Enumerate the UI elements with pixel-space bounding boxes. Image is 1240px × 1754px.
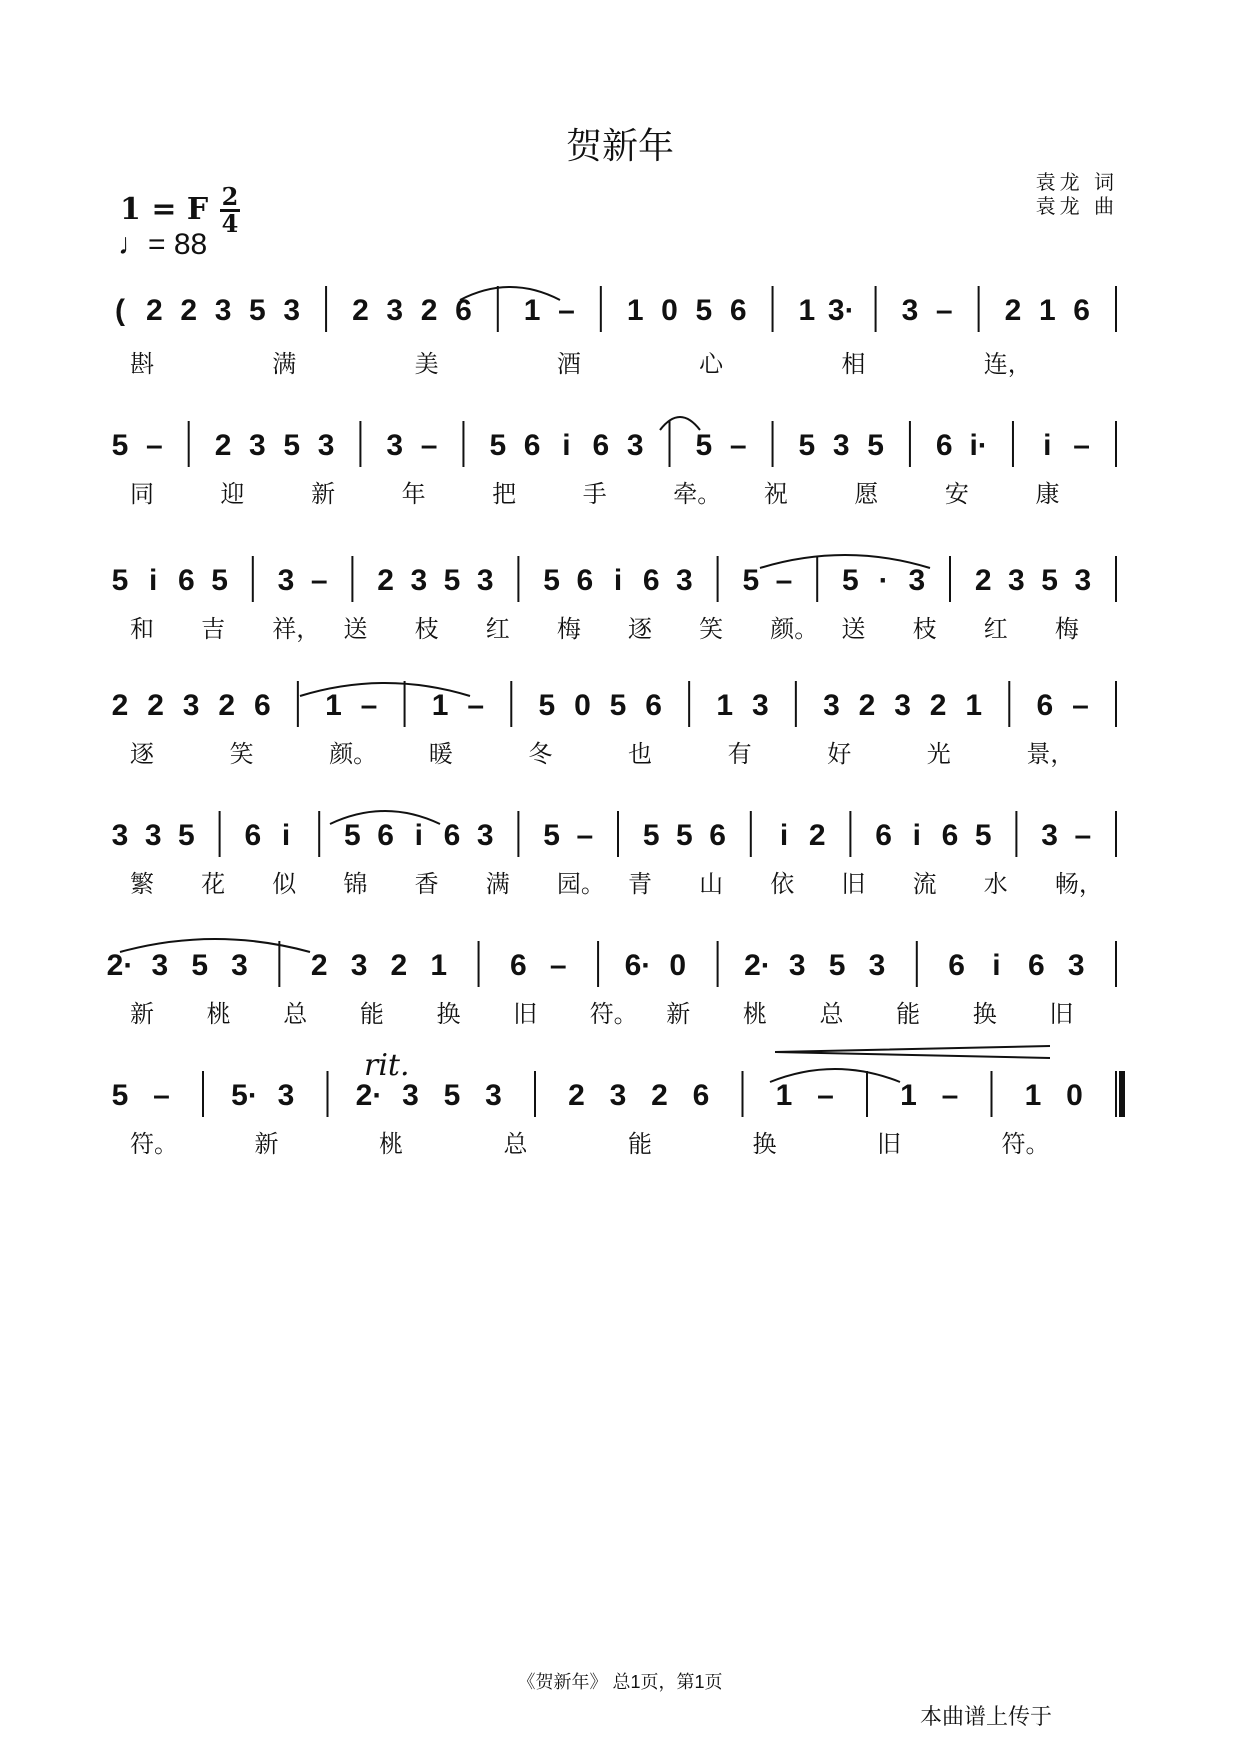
note: 3 xyxy=(350,949,368,982)
note: 5 xyxy=(111,1079,129,1112)
lyric: 能 xyxy=(896,1000,921,1028)
lyric: 梅 xyxy=(556,615,581,643)
note: 2 xyxy=(214,429,232,462)
lyric: 青 xyxy=(628,870,652,898)
note: – xyxy=(549,949,567,982)
lyric: 桃 xyxy=(206,1000,231,1028)
note: i xyxy=(281,819,291,852)
note: 6 xyxy=(178,564,195,597)
lyric: 能 xyxy=(359,1000,384,1028)
lyric: 连， xyxy=(983,350,1032,378)
note: 5 xyxy=(344,819,361,852)
note: 3 xyxy=(283,294,301,327)
note: – xyxy=(935,294,953,327)
note: 3 xyxy=(182,689,200,722)
note: 2 xyxy=(929,689,947,722)
note: i xyxy=(912,819,921,852)
lyric: 有 xyxy=(727,740,752,768)
note: 2 xyxy=(180,294,198,327)
note: 3 xyxy=(901,294,919,327)
note: 6 xyxy=(523,429,541,462)
lyric: 新 xyxy=(311,480,336,508)
note: 6· xyxy=(624,949,652,982)
note: 5 xyxy=(676,819,693,852)
lyric: 迎 xyxy=(220,480,245,508)
lyric: 冬 xyxy=(528,740,553,768)
note: – xyxy=(1074,819,1092,852)
lyric: 康 xyxy=(1035,480,1060,508)
lyric: 祥， xyxy=(272,615,321,643)
note: 3 xyxy=(277,564,295,597)
note: – xyxy=(558,294,575,327)
lyric: 愿 xyxy=(854,480,879,508)
note: 6 xyxy=(645,689,662,722)
note: 6 xyxy=(948,949,965,982)
note: 5 xyxy=(1041,564,1058,597)
lyric: 畅， xyxy=(1054,870,1103,898)
lyric: 梅 xyxy=(1054,615,1079,643)
lyric: 送 xyxy=(343,615,368,643)
note: 6 xyxy=(576,564,594,597)
note: 3 xyxy=(476,564,494,597)
note: i xyxy=(1043,429,1052,462)
note: – xyxy=(310,564,328,597)
note: 2 xyxy=(310,949,328,982)
lyric: 祝 xyxy=(763,480,788,508)
lyric: 新 xyxy=(130,1000,154,1028)
note: 3 xyxy=(249,429,266,462)
note: – xyxy=(817,1079,834,1112)
note: – xyxy=(153,1079,170,1112)
note: 1 xyxy=(900,1079,917,1112)
lyric: 手 xyxy=(582,480,607,508)
note: 3 xyxy=(788,949,806,982)
quarter-note-icon: ♩ xyxy=(118,228,148,261)
lyric: 送 xyxy=(841,615,866,643)
slur xyxy=(460,287,560,300)
note: 5 xyxy=(178,819,195,852)
note: 3 xyxy=(751,689,769,722)
note: 5 xyxy=(443,564,461,597)
note: 2 xyxy=(420,294,438,327)
note: 2 xyxy=(377,564,394,597)
lyric: 美 xyxy=(414,350,439,378)
note: 1 xyxy=(523,294,541,327)
note: 3 xyxy=(214,294,232,327)
note: 3 xyxy=(231,949,248,982)
lyric: 总 xyxy=(819,1000,844,1028)
lyric: 逐 xyxy=(130,740,154,768)
lyric: 同 xyxy=(130,480,154,508)
lyric: 吉 xyxy=(201,615,226,643)
note: 1 xyxy=(430,949,448,982)
rit-marking: rit. xyxy=(364,1048,410,1083)
note: – xyxy=(775,564,793,597)
note: 3 xyxy=(277,1079,295,1112)
lyric: 桃 xyxy=(742,1000,767,1028)
note: 1 xyxy=(1038,294,1056,327)
note: 3 xyxy=(868,949,886,982)
note: 3 xyxy=(1067,949,1085,982)
lyric: 红 xyxy=(485,615,510,643)
lyric: 新 xyxy=(666,1000,691,1028)
note: 6 xyxy=(1073,294,1090,327)
lyric: 枝 xyxy=(414,615,439,643)
note: 3· xyxy=(827,294,855,327)
lyric: 符。 xyxy=(1001,1130,1050,1158)
lyric: 能 xyxy=(628,1130,652,1158)
lyric: 山 xyxy=(699,870,724,898)
key-signature: 1 = F xyxy=(120,192,209,227)
note: 2· xyxy=(744,949,771,982)
note: – xyxy=(576,819,594,852)
lyric: 枝 xyxy=(912,615,937,643)
note: i xyxy=(414,819,423,852)
note: 2 xyxy=(352,294,369,327)
note: 1 xyxy=(1024,1079,1042,1112)
lyric: 锦 xyxy=(343,870,368,898)
time-top: 2 xyxy=(221,182,239,211)
note: 1 xyxy=(626,294,644,327)
note: 6 xyxy=(709,819,726,852)
lyric: 年 xyxy=(401,480,426,508)
note: – xyxy=(729,429,747,462)
note: – xyxy=(1072,689,1089,722)
note: 2· xyxy=(106,949,134,982)
note: 0 xyxy=(1066,1079,1083,1112)
note: 6 xyxy=(455,294,472,327)
lyric: 符。 xyxy=(589,1000,638,1028)
lyric: 景， xyxy=(1026,740,1075,768)
note: 6 xyxy=(377,819,394,852)
note: 5 xyxy=(443,1079,461,1112)
note: 6 xyxy=(443,819,461,852)
note: 5 xyxy=(111,564,129,597)
note: 6 xyxy=(642,564,660,597)
note: 6 xyxy=(935,429,953,462)
note: 2 xyxy=(568,1079,585,1112)
note: 5 xyxy=(543,564,560,597)
note: 5 xyxy=(974,819,992,852)
decrescendo-hairpin xyxy=(775,1046,1050,1058)
lyric: 似 xyxy=(272,870,297,898)
note: 5 xyxy=(191,949,209,982)
note: 1 xyxy=(775,1079,793,1112)
note: 3 xyxy=(626,429,644,462)
note: 0 xyxy=(669,949,687,982)
note: 5 xyxy=(249,294,266,327)
lyric: 红 xyxy=(983,615,1008,643)
note: 2 xyxy=(858,689,876,722)
note: i xyxy=(562,429,571,462)
lyric: 牵。 xyxy=(673,480,722,508)
lyric: 满 xyxy=(272,350,297,378)
note: 3 xyxy=(1008,564,1025,597)
note: 2 xyxy=(111,689,129,722)
note: 3 xyxy=(386,294,404,327)
note: 3 xyxy=(111,819,129,852)
note: 6 xyxy=(1027,949,1045,982)
page-footer: 《贺新年》 总1页，第1页 xyxy=(517,1672,723,1692)
note: 1 xyxy=(431,689,449,722)
note: 3 xyxy=(386,429,404,462)
note: 3 xyxy=(609,1079,627,1112)
note: 3 xyxy=(410,564,428,597)
lyric: 总 xyxy=(503,1130,528,1158)
note: 3 xyxy=(894,689,911,722)
note: 2 xyxy=(146,294,163,327)
lyric: 安 xyxy=(944,480,969,508)
note: 3 xyxy=(823,689,840,722)
lyric: 心 xyxy=(699,350,724,378)
note: 2 xyxy=(218,689,236,722)
slur xyxy=(660,417,700,430)
note: 5 xyxy=(489,429,507,462)
lyric: 换 xyxy=(972,1000,997,1028)
lyric: 满 xyxy=(485,870,510,898)
note: 6 xyxy=(510,949,527,982)
note: 6 xyxy=(875,819,892,852)
note: 3 xyxy=(151,949,169,982)
note: 6 xyxy=(592,429,610,462)
note: – xyxy=(941,1079,959,1112)
time-bottom: 4 xyxy=(221,209,239,238)
lyric: 新 xyxy=(254,1130,279,1158)
lyric: 总 xyxy=(283,1000,308,1028)
lyric: 旧 xyxy=(513,1000,538,1028)
note: 6 xyxy=(253,689,271,722)
note: 5 xyxy=(543,819,560,852)
lyric: 也 xyxy=(628,740,652,768)
lyric: 园。 xyxy=(556,870,605,898)
lyric: 香 xyxy=(414,870,439,898)
lyric: 流 xyxy=(912,870,937,898)
lyric: 换 xyxy=(752,1130,777,1158)
note: 2 xyxy=(651,1079,668,1112)
page-title: 贺新年 xyxy=(565,126,674,167)
note: 3 xyxy=(908,564,926,597)
note: 5 xyxy=(111,429,129,462)
lyric: 斟 xyxy=(130,350,154,378)
lyric: 颜。 xyxy=(770,615,819,643)
note: 6 xyxy=(1036,689,1054,722)
note: 1 xyxy=(965,689,983,722)
note: 5 xyxy=(538,689,556,722)
note: i xyxy=(613,564,623,597)
lyric: 笑 xyxy=(699,615,724,643)
note: 3 xyxy=(1041,819,1058,852)
note: – xyxy=(360,689,378,722)
note: i xyxy=(779,819,789,852)
composer-credit: 袁龙 曲 xyxy=(1035,194,1118,218)
note: 1 xyxy=(798,294,816,327)
uploader-credit: 本曲谱上传于 xyxy=(920,1704,1053,1729)
note: 3 xyxy=(144,819,162,852)
lyric: 光 xyxy=(926,740,951,768)
note: i xyxy=(149,564,158,597)
lyric: 符。 xyxy=(130,1130,178,1158)
lyric: 依 xyxy=(770,870,795,898)
note: 5 xyxy=(695,429,713,462)
note: 5 xyxy=(283,429,301,462)
lyric: 旧 xyxy=(1049,1000,1074,1028)
lyric: 酒 xyxy=(556,350,581,378)
slur xyxy=(120,939,310,952)
note: 5 xyxy=(867,429,884,462)
note: ( xyxy=(115,294,125,327)
note: 5 xyxy=(742,564,760,597)
note: 2 xyxy=(147,689,164,722)
lyricist-credit: 袁龙 词 xyxy=(1035,170,1118,194)
note: 3 xyxy=(485,1079,502,1112)
note: 0 xyxy=(661,294,678,327)
note: i· xyxy=(969,429,988,462)
lyric: 桃 xyxy=(379,1130,403,1158)
note: 5· xyxy=(231,1079,258,1112)
note: 6 xyxy=(729,294,747,327)
note: – xyxy=(420,429,438,462)
note: 5 xyxy=(211,564,228,597)
note: – xyxy=(467,689,485,722)
lyric: 花 xyxy=(201,870,226,898)
tempo-value: = 88 xyxy=(148,228,208,261)
lyric: 逐 xyxy=(628,615,652,643)
lyric: 相 xyxy=(841,350,866,378)
note: 5 xyxy=(695,294,713,327)
note: 5 xyxy=(642,819,660,852)
note: 3 xyxy=(676,564,693,597)
note: 5 xyxy=(798,429,816,462)
note: 5 xyxy=(842,564,859,597)
note: 2 xyxy=(808,819,826,852)
lyric: 旧 xyxy=(841,870,866,898)
lyric: 笑 xyxy=(229,740,254,768)
lyric: 繁 xyxy=(130,870,154,898)
note: i xyxy=(992,949,1001,982)
note: 3 xyxy=(1074,564,1092,597)
note: 5 xyxy=(828,949,846,982)
note: 3 xyxy=(832,429,850,462)
note: 3 xyxy=(402,1079,419,1112)
lyric: 颜。 xyxy=(329,740,378,768)
lyric: 水 xyxy=(983,870,1008,898)
note: 2 xyxy=(390,949,408,982)
note: 6 xyxy=(941,819,959,852)
lyric: 旧 xyxy=(877,1130,901,1158)
note: 3 xyxy=(317,429,335,462)
note: – xyxy=(146,429,163,462)
note: 2· xyxy=(355,1079,383,1112)
note: 2 xyxy=(974,564,992,597)
note: 1 xyxy=(325,689,342,722)
lyric: 把 xyxy=(492,480,517,508)
lyric: 暖 xyxy=(428,740,453,768)
note: · xyxy=(878,564,889,597)
note: 5 xyxy=(609,689,627,722)
lyric: 好 xyxy=(827,740,852,768)
note: 1 xyxy=(716,689,734,722)
lyric: 换 xyxy=(436,1000,461,1028)
note: 2 xyxy=(1004,294,1022,327)
note: 6 xyxy=(244,819,262,852)
note: 0 xyxy=(574,689,591,722)
note: – xyxy=(1073,429,1090,462)
lyric: 和 xyxy=(130,615,154,643)
note: 3 xyxy=(476,819,494,852)
note: 6 xyxy=(692,1079,710,1112)
